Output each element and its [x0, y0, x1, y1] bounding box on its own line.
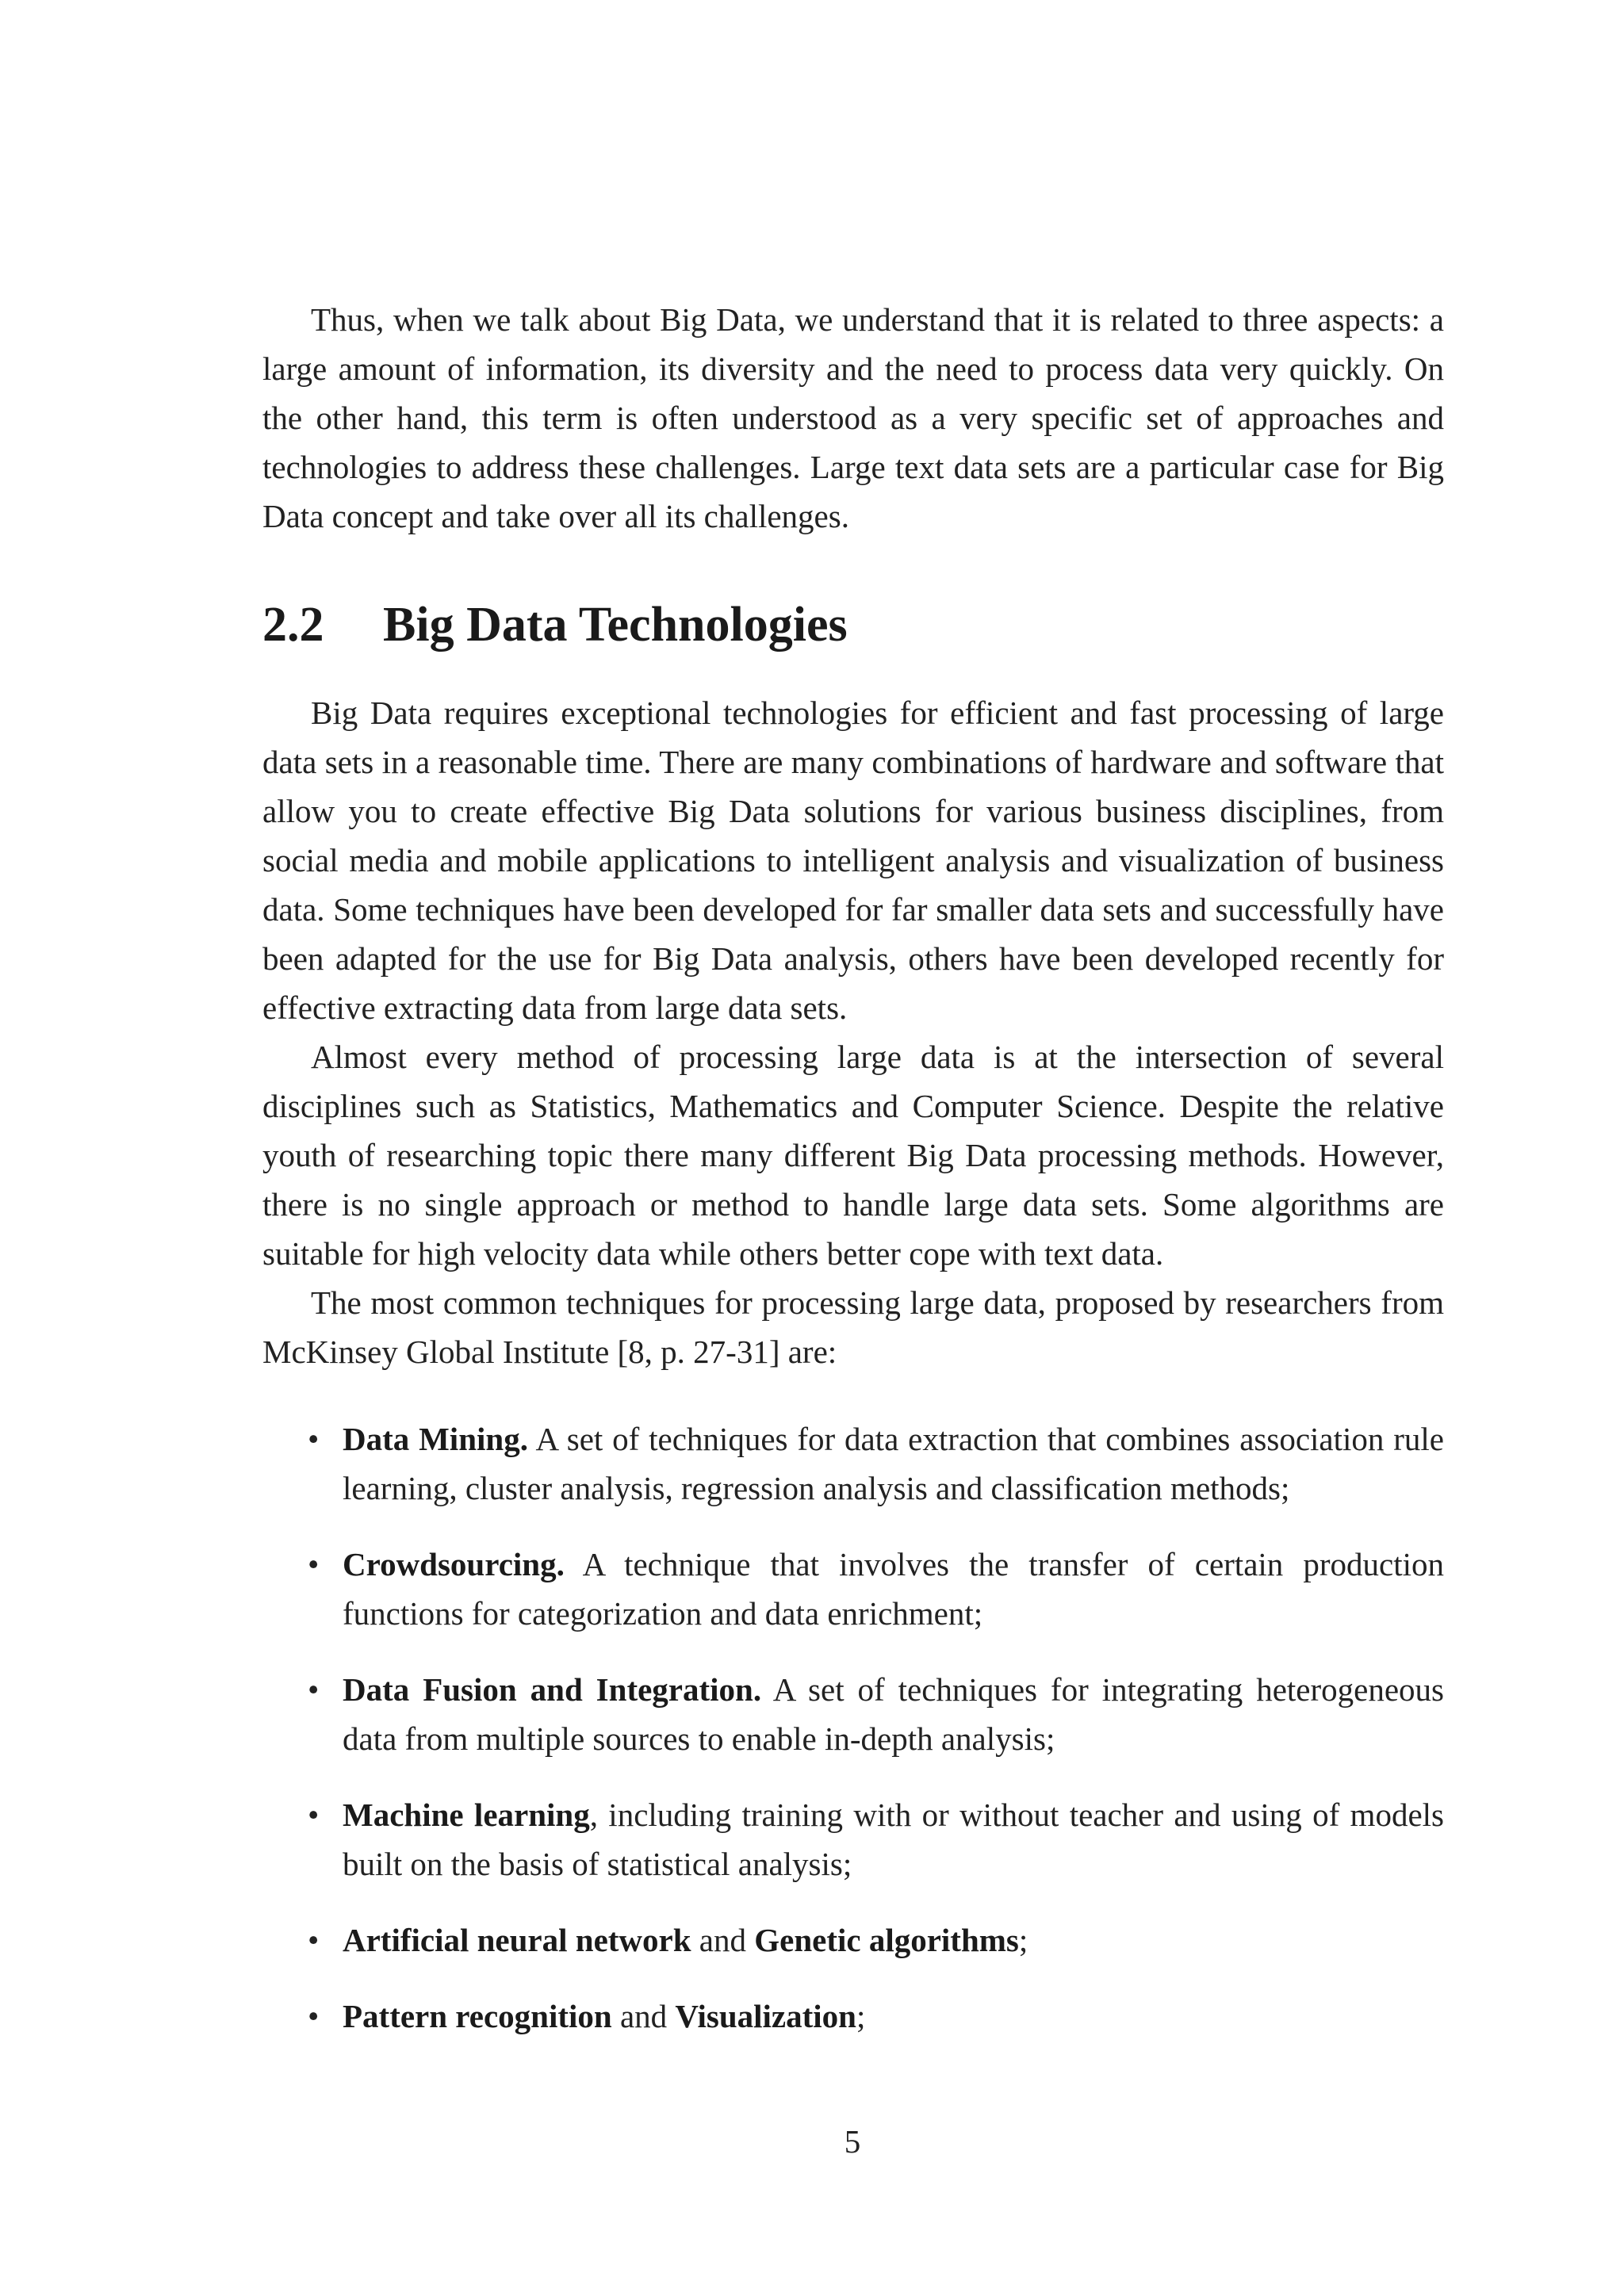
term-description: A technique that involves the transfer of certain production functions for categorization and data enrichment; — [343, 1546, 1444, 1632]
paragraph-technologies-intro: Big Data requires exceptional technologies for efficient and fast processing of large data sets in a reasonable time. There are many combinations of hardware and software that allow you to create effective Big Data solutions for various business disciplines, from social media and mobile applications to intelligent analysis and visualization of business data. Some techniques have been developed for far smaller data sets and successfully have been adapted for the use for Big Data analysis, others have been developed recently for effective extracting data from large data sets. — [262, 695, 1444, 1026]
page-content — [262, 295, 1444, 2068]
term-label: Machine learning — [343, 1797, 590, 1833]
paragraph-methods-intersection: Almost every method of processing large data is at the intersection of several disciplines such as Statistics, Mathematics and Computer Science. Despite the relative youth of researching topic there many different Big Data processing methods. However, there is no single approach or method to handle large data sets. Some algorithms are suitable for high velocity data while others better cope with text data. — [262, 1039, 1444, 1272]
term-label-secondary: Genetic algorithms — [754, 1922, 1019, 1958]
term-connector: and — [691, 1922, 755, 1958]
term-label-secondary: Visualization — [675, 1998, 856, 2034]
section-number: 2.2 — [262, 598, 324, 652]
paragraph-common-techniques: The most common techniques for processing large data, proposed by researchers from McKinsey Global Institute [8, p. 27-31] are: — [262, 1284, 1444, 1370]
term-connector: and — [611, 1998, 676, 2034]
list-item-neural-network — [262, 1915, 1444, 1965]
term-label: Crowdsourcing. — [343, 1546, 565, 1582]
bullet-icon: • — [308, 1546, 320, 1582]
list-item-crowdsourcing — [262, 1540, 1444, 1638]
term-suffix: ; — [856, 1998, 866, 2034]
list-item-data-fusion — [262, 1665, 1444, 1763]
page-number: 5 — [844, 2123, 861, 2160]
techniques-list — [262, 1414, 1444, 2041]
list-item-pattern-recognition — [262, 1992, 1444, 2041]
term-label: Artificial neural network — [343, 1922, 691, 1958]
bullet-icon: • — [308, 1998, 320, 2034]
bullet-icon: • — [308, 1922, 320, 1958]
term-description: A set of techniques for integrating heterogeneous data from multiple sources to enable in-depth analysis; — [343, 1671, 1445, 1757]
intro-paragraph: Thus, when we talk about Big Data, we understand that it is related to three aspects: a large amount of information, its diversity and the need to process data very quickly. On the other hand, this term is often understood as a very specific set of approaches and technologies to address these challenges. Large text data sets are a particular case for Big Data concept and take over all its challenges. — [262, 301, 1444, 534]
term-label: Data Mining. — [343, 1421, 528, 1457]
term-description: , including training with or without teacher and using of models built on the basis of statistical analysis; — [343, 1797, 1444, 1882]
term-suffix: ; — [1018, 1922, 1028, 1958]
list-item-data-mining — [262, 1414, 1444, 1513]
section-title: Big Data Technologies — [383, 598, 848, 652]
bullet-icon: • — [308, 1421, 320, 1457]
term-label: Data Fusion and Integration. — [343, 1671, 762, 1708]
list-item-machine-learning — [262, 1790, 1444, 1888]
term-label: Pattern recognition — [343, 1998, 612, 2034]
term-description: A set of techniques for data extraction that combines association rule learning, cluster analysis, regression analysis and classification methods; — [343, 1421, 1444, 1506]
section-heading — [262, 596, 1444, 653]
bullet-icon: • — [308, 1797, 320, 1833]
bullet-icon: • — [308, 1671, 320, 1708]
